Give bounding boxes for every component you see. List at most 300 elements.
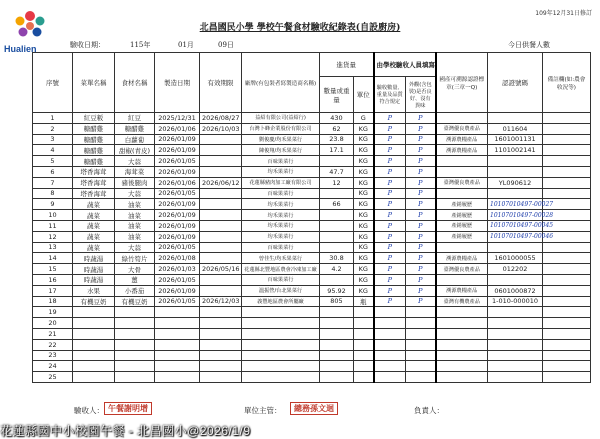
row-seq: 25 — [33, 372, 73, 383]
row-seq: 22 — [33, 339, 73, 350]
meal-count-label: 今日供餐人數 — [508, 41, 550, 49]
row-unit: KG — [354, 285, 374, 296]
row-vendor: 曾佳生/均禾果菜行 — [242, 253, 320, 264]
row-cert-no: 1101002141 — [488, 145, 543, 156]
inspection-table — [32, 52, 591, 383]
row-check-quantity: P — [374, 253, 406, 264]
row-dish: 糖醋雞 — [73, 123, 115, 134]
row-mfg-date: 2026/01/09 — [155, 199, 200, 210]
row-remark — [543, 166, 591, 177]
row-cert — [436, 328, 488, 339]
row-check-appearance: P — [406, 177, 436, 188]
row-cert-no: 1-010-000010 — [488, 296, 543, 307]
row-unit: KG — [354, 210, 374, 221]
row-check-appearance: P — [406, 166, 436, 177]
row-unit: KG — [354, 188, 374, 199]
inspection-year: 115年 — [130, 41, 151, 49]
row-mfg-date — [155, 328, 200, 339]
row-check-appearance: P — [406, 274, 436, 285]
row-ingredient — [115, 361, 155, 372]
row-cert-no: 10107010497-00046 — [488, 231, 543, 242]
row-cert-no — [488, 318, 543, 329]
row-vendor: 百味果菜行 — [242, 274, 320, 285]
row-cert: 溯源農糧產品 — [436, 134, 488, 145]
row-check-quantity: P — [374, 123, 406, 134]
row-expiry — [200, 339, 242, 350]
row-seq: 13 — [33, 242, 73, 253]
row-check-appearance: P — [406, 242, 436, 253]
row-seq: 7 — [33, 177, 73, 188]
row-check-appearance: P — [406, 210, 436, 221]
row-check-quantity — [374, 350, 406, 361]
row-qty — [320, 220, 354, 231]
row-vendor: 花蓮縣北豐地區農會冷凍加工廠 — [242, 264, 320, 275]
page-title: 北昌國民小學 學校午餐食材驗收紀錄表(自設廚房) — [199, 23, 401, 33]
row-dish: 紅豆粄 — [73, 113, 115, 124]
row-check-quantity: P — [374, 274, 406, 285]
row-check-quantity: P — [374, 166, 406, 177]
row-check-appearance: P — [406, 285, 436, 296]
row-ingredient: 油菜 — [115, 220, 155, 231]
row-vendor: 陳俊翔/均禾果菜行 — [242, 145, 320, 156]
table-row — [33, 372, 591, 383]
row-mfg-date: 2026/01/05 — [155, 156, 200, 167]
row-cert — [436, 188, 488, 199]
row-remark — [543, 134, 591, 145]
row-cert — [436, 361, 488, 372]
row-vendor: 均禾果菜行 — [242, 220, 320, 231]
row-check-quantity — [374, 307, 406, 318]
row-remark — [543, 242, 591, 253]
row-cert: 產銷履歷 — [436, 231, 488, 242]
row-dish — [73, 361, 115, 372]
col-check-quantity: 驗收數量、重量及品質符合規定 — [374, 77, 406, 113]
row-cert — [436, 156, 488, 167]
row-cert-no: 10107010497-00027 — [488, 199, 543, 210]
row-check-quantity — [374, 361, 406, 372]
row-ingredient: 大骨 — [115, 264, 155, 275]
row-vendor: 溫振營/台北果菜行 — [242, 285, 320, 296]
row-ingredient: 油菜 — [115, 199, 155, 210]
col-unit: 單位 — [354, 77, 374, 113]
row-mfg-date: 2026/01/09 — [155, 285, 200, 296]
row-ingredient — [115, 350, 155, 361]
row-unit: KG — [354, 166, 374, 177]
row-unit — [354, 350, 374, 361]
row-remark — [543, 296, 591, 307]
row-check-appearance — [406, 372, 436, 383]
row-cert-no — [488, 350, 543, 361]
row-expiry — [200, 210, 242, 221]
row-check-appearance: P — [406, 156, 436, 167]
row-check-quantity: P — [374, 231, 406, 242]
row-seq: 15 — [33, 264, 73, 275]
row-check-appearance: P — [406, 253, 436, 264]
row-seq: 9 — [33, 199, 73, 210]
row-cert-no — [488, 188, 543, 199]
unit-head-stamp: 總務孫文迴 — [290, 402, 338, 415]
row-check-appearance — [406, 339, 436, 350]
inspection-day: 09日 — [218, 41, 234, 49]
row-expiry — [200, 242, 242, 253]
row-qty — [320, 231, 354, 242]
row-seq: 16 — [33, 274, 73, 285]
table-row — [33, 113, 591, 124]
row-qty — [320, 242, 354, 253]
row-unit: KG — [354, 220, 374, 231]
row-dish — [73, 307, 115, 318]
row-seq: 14 — [33, 253, 73, 264]
row-mfg-date: 2026/01/09 — [155, 134, 200, 145]
row-expiry — [200, 307, 242, 318]
row-vendor: 均禾果菜行 — [242, 231, 320, 242]
col-seq: 序號 — [33, 53, 73, 113]
row-seq: 3 — [33, 134, 73, 145]
row-mfg-date: 2026/01/09 — [155, 166, 200, 177]
row-expiry: 2026/08/27 — [200, 113, 242, 124]
row-remark — [543, 318, 591, 329]
row-dish — [73, 318, 115, 329]
row-ingredient: 大蒜 — [115, 242, 155, 253]
row-qty — [320, 188, 354, 199]
row-expiry — [200, 274, 242, 285]
row-remark — [543, 285, 591, 296]
row-qty: 805 — [320, 296, 354, 307]
row-check-quantity: P — [374, 199, 406, 210]
table-row — [33, 350, 591, 361]
inspection-month: 01月 — [178, 41, 194, 49]
row-dish: 蔬菜 — [73, 199, 115, 210]
table-row — [33, 199, 591, 210]
row-expiry — [200, 328, 242, 339]
row-cert-no — [488, 328, 543, 339]
row-remark — [543, 264, 591, 275]
row-qty: 430 — [320, 113, 354, 124]
row-expiry: 2026/12/03 — [200, 296, 242, 307]
row-mfg-date: 2025/12/31 — [155, 113, 200, 124]
col-qty: 數量或重量 — [320, 77, 354, 113]
row-qty: 4.2 — [320, 264, 354, 275]
col-check-appearance: 外觀(含包裝)是否良好、沒有異味 — [406, 77, 436, 113]
row-check-quantity: P — [374, 134, 406, 145]
row-seq: 2 — [33, 123, 73, 134]
row-dish: 糖醋雞 — [73, 134, 115, 145]
row-unit — [354, 372, 374, 383]
row-mfg-date: 2026/01/09 — [155, 220, 200, 231]
row-dish: 時蔬湯 — [73, 253, 115, 264]
row-seq: 11 — [33, 220, 73, 231]
row-check-quantity: P — [374, 264, 406, 275]
row-mfg-date: 2026/01/05 — [155, 242, 200, 253]
row-check-quantity: P — [374, 113, 406, 124]
row-unit: KG — [354, 264, 374, 275]
row-cert — [436, 372, 488, 383]
row-vendor — [242, 307, 320, 318]
row-vendor — [242, 372, 320, 383]
row-seq: 17 — [33, 285, 73, 296]
row-seq: 4 — [33, 145, 73, 156]
row-cert: 溯源農糧產品 — [436, 285, 488, 296]
table-row — [33, 318, 591, 329]
row-unit: KG — [354, 134, 374, 145]
row-ingredient: 大蒜 — [115, 188, 155, 199]
row-dish: 塔香海茸 — [73, 166, 115, 177]
inspector-label: 驗收人： — [74, 406, 104, 415]
row-cert: 溯源農糧產品 — [436, 253, 488, 264]
table-row — [33, 307, 591, 318]
row-check-appearance: P — [406, 296, 436, 307]
row-check-quantity — [374, 372, 406, 383]
row-seq: 6 — [33, 166, 73, 177]
col-cert: 國產可溯源認證標章(三章一Q) — [436, 53, 488, 113]
row-cert-no — [488, 274, 543, 285]
row-ingredient: 油菜 — [115, 231, 155, 242]
row-cert-no — [488, 339, 543, 350]
row-cert-no: 1601001131 — [488, 134, 543, 145]
unit-head-label: 單位主管： — [244, 406, 282, 415]
row-check-appearance — [406, 307, 436, 318]
row-cert: 臺灣優良農產品 — [436, 264, 488, 275]
row-vendor: 均禾果菜行 — [242, 210, 320, 221]
row-mfg-date: 2026/01/06 — [155, 177, 200, 188]
table-row — [33, 134, 591, 145]
row-ingredient — [115, 328, 155, 339]
row-ingredient — [115, 307, 155, 318]
row-dish: 糖醋雞 — [73, 145, 115, 156]
row-seq: 20 — [33, 318, 73, 329]
row-vendor — [242, 361, 320, 372]
row-cert-no — [488, 113, 543, 124]
row-qty — [320, 307, 354, 318]
table-row — [33, 328, 591, 339]
col-expiry: 有效期限 — [200, 53, 242, 113]
row-ingredient — [115, 372, 155, 383]
row-seq: 21 — [33, 328, 73, 339]
row-expiry — [200, 166, 242, 177]
row-vendor — [242, 339, 320, 350]
row-unit — [354, 328, 374, 339]
table-row — [33, 242, 591, 253]
row-unit: 瓶 — [354, 296, 374, 307]
row-check-appearance: P — [406, 220, 436, 231]
row-seq: 1 — [33, 113, 73, 124]
inspection-date-label: 驗收日期： — [70, 41, 105, 49]
row-expiry — [200, 220, 242, 231]
row-cert: 溯源農糧產品 — [436, 145, 488, 156]
row-ingredient: 薑 — [115, 274, 155, 285]
row-dish: 糖醋雞 — [73, 156, 115, 167]
table-row — [33, 231, 591, 242]
row-mfg-date — [155, 318, 200, 329]
row-unit: KG — [354, 274, 374, 285]
row-remark — [543, 339, 591, 350]
row-cert — [436, 274, 488, 285]
row-remark — [543, 350, 591, 361]
row-ingredient — [115, 318, 155, 329]
row-cert: 臺灣優良農產品 — [436, 177, 488, 188]
col-check-group: 由學校驗收人員填寫 — [374, 53, 436, 77]
row-cert-no — [488, 242, 543, 253]
row-dish: 時蔬湯 — [73, 274, 115, 285]
row-dish: 塔香海茸 — [73, 177, 115, 188]
row-mfg-date — [155, 339, 200, 350]
row-cert-no: 1601000055 — [488, 253, 543, 264]
row-dish: 蔬菜 — [73, 242, 115, 253]
table-row — [33, 274, 591, 285]
row-cert-no: 012202 — [488, 264, 543, 275]
row-dish — [73, 372, 115, 383]
row-qty — [320, 156, 354, 167]
row-ingredient: 小番茄 — [115, 285, 155, 296]
table-row — [33, 339, 591, 350]
row-cert — [436, 339, 488, 350]
row-check-quantity: P — [374, 177, 406, 188]
table-row — [33, 210, 591, 221]
row-ingredient: 豬後腿肉 — [115, 177, 155, 188]
row-mfg-date — [155, 350, 200, 361]
row-vendor: 百味果菜行 — [242, 188, 320, 199]
row-vendor: 劉俊慶/均禾果菜行 — [242, 134, 320, 145]
row-cert-no — [488, 166, 543, 177]
row-vendor: 台灣卜蜂企業股份有限公司 — [242, 123, 320, 134]
row-qty: 47.7 — [320, 166, 354, 177]
row-remark — [543, 145, 591, 156]
row-dish — [73, 350, 115, 361]
row-vendor — [242, 350, 320, 361]
col-vendor: 廠牌(有包裝者寫製造商名稱) — [242, 53, 320, 113]
row-vendor: 益紹有限公司(益紹行) — [242, 113, 320, 124]
row-expiry — [200, 199, 242, 210]
row-qty — [320, 318, 354, 329]
row-unit: KG — [354, 156, 374, 167]
row-unit: KG — [354, 231, 374, 242]
row-cert-no — [488, 156, 543, 167]
row-check-appearance: P — [406, 113, 436, 124]
col-remark: 備註欄(如:農會收況等) — [543, 53, 591, 113]
row-cert-no: YL090612 — [488, 177, 543, 188]
row-expiry — [200, 156, 242, 167]
row-cert — [436, 242, 488, 253]
row-unit: KG — [354, 253, 374, 264]
row-ingredient: 大蒜 — [115, 156, 155, 167]
row-vendor: 均禾果菜行 — [242, 199, 320, 210]
row-unit — [354, 307, 374, 318]
logo-text: Hualien — [4, 44, 37, 54]
row-cert — [436, 113, 488, 124]
row-cert: 臺灣有機農產品 — [436, 296, 488, 307]
table-row — [33, 264, 591, 275]
row-qty: 66 — [320, 199, 354, 210]
row-cert — [436, 350, 488, 361]
row-qty: 62 — [320, 123, 354, 134]
row-unit: KG — [354, 123, 374, 134]
row-cert — [436, 166, 488, 177]
row-qty — [320, 372, 354, 383]
row-unit: KG — [354, 242, 374, 253]
row-cert — [436, 307, 488, 318]
row-vendor: 均禾果菜行 — [242, 166, 320, 177]
row-qty: 23.8 — [320, 134, 354, 145]
row-ingredient: 白蘿蔔 — [115, 134, 155, 145]
row-check-quantity: P — [374, 188, 406, 199]
row-vendor: 花蓮縣豬肉加工廠有限公司 — [242, 177, 320, 188]
row-unit: G — [354, 113, 374, 124]
table-row — [33, 285, 591, 296]
row-mfg-date: 2026/01/09 — [155, 231, 200, 242]
table-row — [33, 253, 591, 264]
row-qty — [320, 274, 354, 285]
row-cert-no: 0601000872 — [488, 285, 543, 296]
row-check-appearance: P — [406, 134, 436, 145]
row-expiry: 2026/05/16 — [200, 264, 242, 275]
table-row — [33, 296, 591, 307]
row-check-quantity: P — [374, 242, 406, 253]
row-remark — [543, 113, 591, 124]
row-dish: 蔬菜 — [73, 220, 115, 231]
row-remark — [543, 123, 591, 134]
row-unit: KG — [354, 145, 374, 156]
row-check-appearance: P — [406, 264, 436, 275]
row-ingredient — [115, 339, 155, 350]
row-mfg-date: 2026/01/03 — [155, 264, 200, 275]
row-vendor — [242, 328, 320, 339]
row-qty: 95.92 — [320, 285, 354, 296]
row-expiry — [200, 361, 242, 372]
row-cert: 產銷履歷 — [436, 199, 488, 210]
row-qty — [320, 328, 354, 339]
table-row — [33, 361, 591, 372]
row-seq: 18 — [33, 296, 73, 307]
row-cert-no: 10107010497-00045 — [488, 220, 543, 231]
row-qty: 17.1 — [320, 145, 354, 156]
row-seq: 23 — [33, 350, 73, 361]
table-row — [33, 145, 591, 156]
table-row — [33, 156, 591, 167]
row-check-quantity: P — [374, 296, 406, 307]
row-mfg-date — [155, 372, 200, 383]
row-check-appearance — [406, 361, 436, 372]
row-expiry — [200, 285, 242, 296]
row-mfg-date: 2026/01/06 — [155, 123, 200, 134]
row-dish — [73, 328, 115, 339]
table-row — [33, 188, 591, 199]
table-row — [33, 220, 591, 231]
table-row — [33, 166, 591, 177]
row-unit — [354, 361, 374, 372]
row-dish: 蔬菜 — [73, 231, 115, 242]
table-row — [33, 177, 591, 188]
row-dish: 水果 — [73, 285, 115, 296]
row-remark — [543, 177, 591, 188]
row-qty — [320, 339, 354, 350]
inspector-stamp: 午餐謝明增 — [104, 402, 152, 415]
row-ingredient: 紅豆 — [115, 113, 155, 124]
row-dish: 蔬菜 — [73, 210, 115, 221]
row-remark — [543, 156, 591, 167]
row-check-quantity — [374, 339, 406, 350]
row-unit — [354, 318, 374, 329]
row-check-appearance — [406, 318, 436, 329]
row-expiry — [200, 145, 242, 156]
row-cert-no — [488, 372, 543, 383]
row-vendor: 百味果菜行 — [242, 242, 320, 253]
row-check-quantity: P — [374, 156, 406, 167]
row-check-appearance: P — [406, 231, 436, 242]
row-expiry — [200, 350, 242, 361]
row-vendor: 百味果菜行 — [242, 156, 320, 167]
row-check-appearance — [406, 328, 436, 339]
row-check-quantity — [374, 318, 406, 329]
